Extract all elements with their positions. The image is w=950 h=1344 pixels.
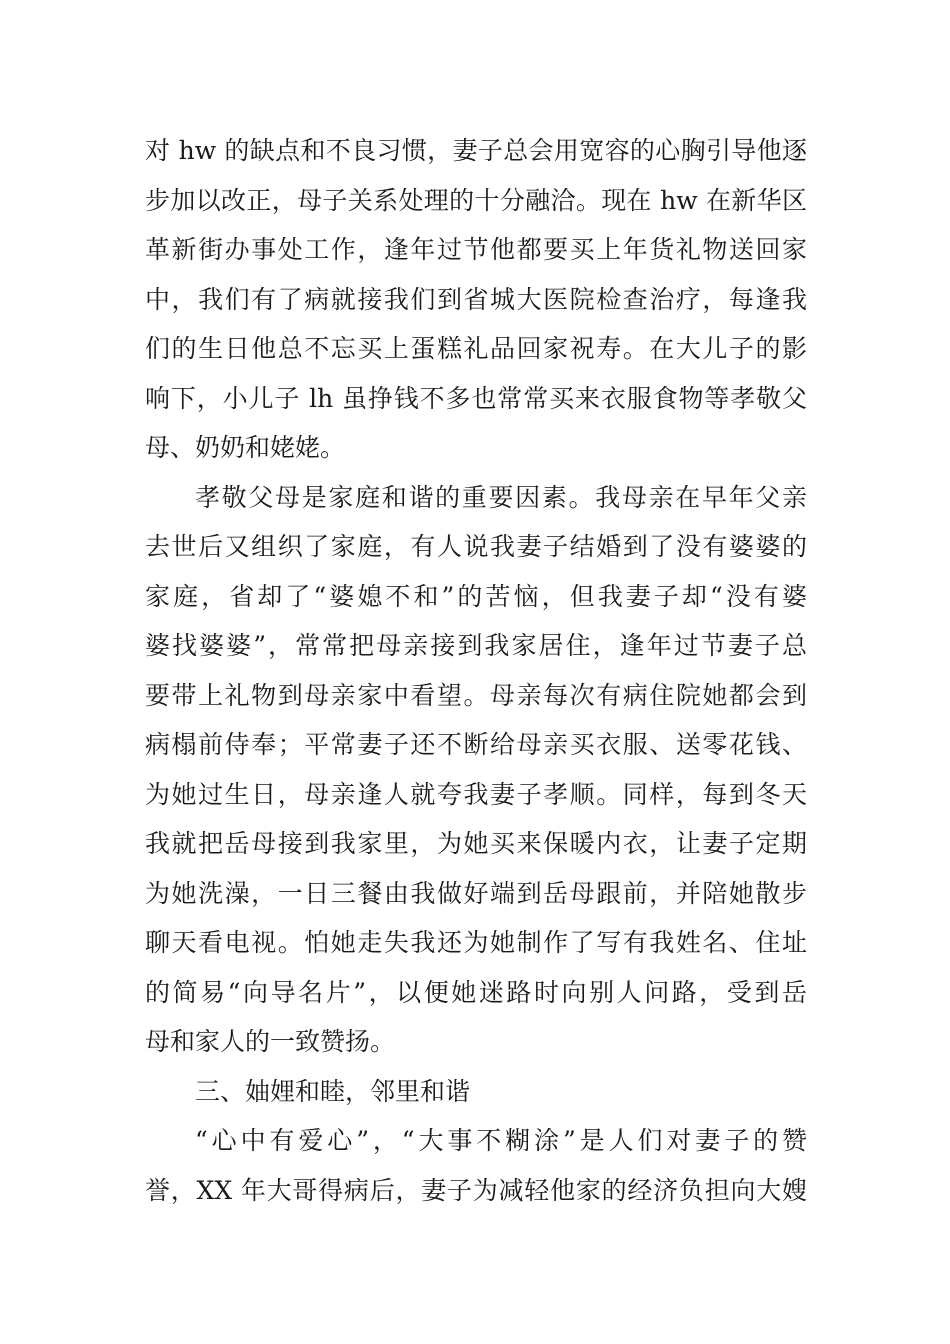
text-line: 去世后又组织了家庭，有人说我妻子结婚到了没有婆婆的 bbox=[145, 532, 807, 561]
text-line: 病榻前侍奉；平常妻子还不断给母亲买衣服、送零花钱、 bbox=[145, 730, 807, 759]
text-line: 为她过生日，母亲逢人就夸我妻子孝顺。同样，每到冬天 bbox=[145, 780, 807, 809]
text-line: 响下，小儿子 lh 虽挣钱不多也常常买来衣服食物等孝敬父 bbox=[145, 384, 807, 413]
text-line: 孝敬父母是家庭和谐的重要因素。我母亲在早年父亲 bbox=[195, 483, 807, 512]
text-line: 我就把岳母接到我家里，为她买来保暖内衣，让妻子定期 bbox=[145, 829, 807, 858]
text-line: 聊天看电视。怕她走失我还为她制作了写有我姓名、住址 bbox=[145, 928, 807, 957]
text-line: 步加以改正，母子关系处理的十分融洽。现在 hw 在新华区 bbox=[145, 186, 807, 215]
text-line: “心中有爱心”，“大事不糊涂”是人们对妻子的赞 bbox=[195, 1126, 807, 1155]
text-line: 母和家人的一致赞扬。 bbox=[145, 1027, 396, 1056]
text-line: 家庭，省却了“婆媳不和”的苦恼，但我妻子却“没有婆 bbox=[145, 582, 807, 611]
text-line: 母、奶奶和姥姥。 bbox=[145, 433, 346, 462]
text-line: 们的生日他总不忘买上蛋糕礼品回家祝寿。在大儿子的影 bbox=[145, 334, 807, 363]
text-line: 婆找婆婆”，常常把母亲接到我家居住，逢年过节妻子总 bbox=[145, 631, 807, 660]
text-line: 革新街办事处工作，逢年过节他都要买上年货礼物送回家 bbox=[145, 235, 807, 264]
text-line: 为她洗澡，一日三餐由我做好端到岳母跟前，并陪她散步 bbox=[145, 879, 807, 908]
text-line: 誉，XX 年大哥得病后，妻子为减轻他家的经济负担向大嫂 bbox=[145, 1176, 807, 1205]
text-line: 对 hw 的缺点和不良习惯，妻子总会用宽容的心胸引导他逐 bbox=[145, 136, 807, 165]
text-line: 中，我们有了病就接我们到省城大医院检查治疗，每逢我 bbox=[145, 285, 807, 314]
text-line: 的简易“向导名片”，以便她迷路时向别人问路，受到岳 bbox=[145, 978, 807, 1007]
section-heading: 三、妯娌和睦，邻里和谐 bbox=[195, 1077, 471, 1106]
text-line: 要带上礼物到母亲家中看望。母亲每次有病住院她都会到 bbox=[145, 681, 807, 710]
